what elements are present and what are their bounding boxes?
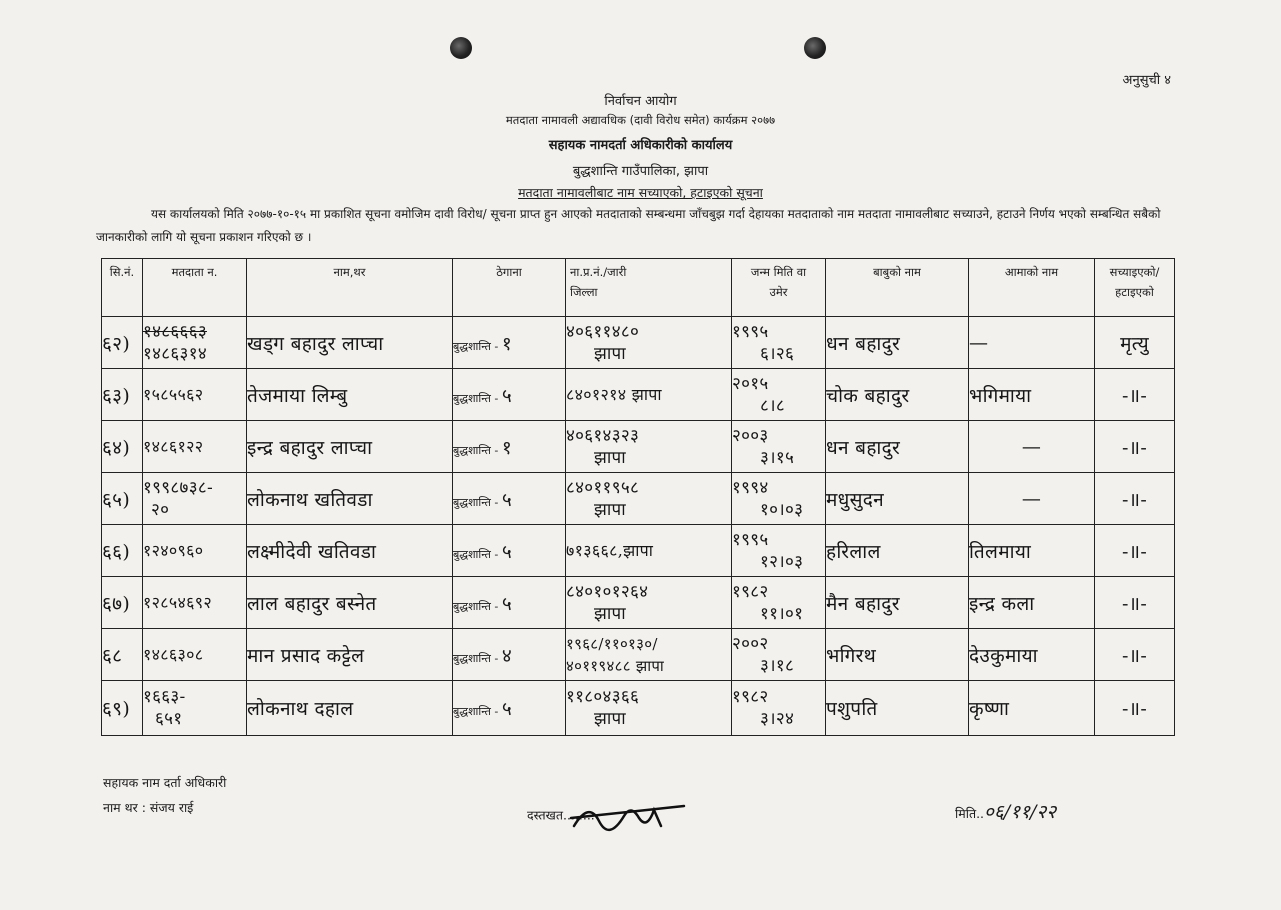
punch-hole-right [804, 37, 826, 59]
header-citizenship-1: ना.प्र.नं./जारी [570, 265, 627, 279]
dob-year: १९९५ [732, 529, 769, 550]
cell-father: पशुपति [826, 681, 969, 736]
dob-date: १०।०३ [760, 499, 804, 520]
cell-address [453, 473, 566, 525]
cell-citizenship [566, 681, 732, 736]
cell-mother: देउकुमाया [969, 629, 1095, 681]
voter-no-continued: २० [151, 499, 170, 520]
cell-name: लाल बहादुर बस्नेत [247, 577, 453, 629]
citizenship-district: झापा [594, 343, 626, 364]
cell-dob [732, 421, 826, 473]
cell-name: तेजमाया लिम्बु [247, 369, 453, 421]
cell-dob [732, 577, 826, 629]
cell-voter-no: १४८६१२२ [143, 421, 247, 473]
header-action-1: सच्याइएको/ [1109, 265, 1160, 279]
cell-citizenship [566, 577, 732, 629]
address-ward: ५ [501, 698, 512, 720]
citizenship-district: ४०११९४८८ झापा [566, 656, 665, 675]
cell-name: इन्द्र बहादुर लाप्चा [247, 421, 453, 473]
table-row [102, 577, 1175, 629]
header-program: मतदाता नामावली अद्यावधिक (दावी विरोध समेत) कार्यक्रम २०७७ [505, 113, 776, 127]
annex-label: अनुसुची ४ [1122, 73, 1171, 88]
header-municipality: बुद्धशान्ति गाउँपालिका, झापा [572, 164, 709, 179]
cell-name: लोकनाथ खतिवडा [247, 473, 453, 525]
header-office: सहायक नामदर्ता अधिकारीको कार्यालय [548, 138, 733, 153]
header-voter-no: मतदाता न. [143, 259, 247, 317]
address-prefix: बुद्धशान्ति - [453, 495, 499, 509]
cell-mother: तिलमाया [969, 525, 1095, 577]
cell-father: धन बहादुर [826, 421, 969, 473]
dob-date: ८।८ [760, 395, 786, 416]
cell-voter-no: १२८५४६९२ [143, 577, 247, 629]
citizenship-no: ८४०११९५८ [566, 477, 640, 498]
address-ward: ५ [501, 384, 512, 407]
citizenship-district: झापा [594, 499, 626, 520]
cell-dob [732, 473, 826, 525]
table-row [102, 525, 1175, 577]
cell-address [453, 577, 566, 629]
address-prefix: बुद्धशान्ति - [453, 599, 499, 613]
cell-voter-no [143, 317, 247, 369]
voter-no-value: १९९८७३८- [143, 477, 214, 498]
dob-year: २००२ [732, 633, 769, 654]
cell-citizenship: ८४०१२१४ झापा [566, 369, 732, 421]
cell-mother: भगिमाया [969, 369, 1095, 421]
cell-action: मृत्यु [1095, 317, 1175, 369]
cell-name: मान प्रसाद कट्टेल [247, 629, 453, 681]
cell-action: -॥- [1095, 473, 1175, 525]
address-ward: ४ [501, 644, 512, 667]
header-dob [732, 259, 826, 317]
cell-sn: ६४) [102, 421, 143, 473]
cell-voter-no [143, 473, 247, 525]
officer-title: सहायक नाम दर्ता अधिकारी [103, 775, 227, 790]
cell-mother: इन्द्र कला [969, 577, 1095, 629]
header-mother: आमाको नाम [969, 259, 1095, 317]
header-address: ठेगाना [453, 259, 566, 317]
dob-date: ११।०१ [760, 603, 804, 624]
cell-dob [732, 525, 826, 577]
dob-date: ३।१५ [760, 447, 795, 468]
date-label: मिति [955, 806, 977, 821]
cell-citizenship: ७१३६६८,झापा [566, 525, 732, 577]
cell-sn: ६७) [102, 577, 143, 629]
address-prefix: बुद्धशान्ति - [453, 705, 499, 718]
dob-year: १९९५ [732, 321, 769, 342]
cell-sn: ६३) [102, 369, 143, 421]
cell-sn: ६९) [102, 681, 143, 736]
table-row [102, 369, 1175, 421]
dob-date: ३।१८ [760, 655, 795, 676]
voter-no-value: १६६३- [143, 687, 186, 707]
cell-father: मैन बहादुर [826, 577, 969, 629]
address-prefix: बुद्धशान्ति - [453, 547, 499, 561]
cell-citizenship [566, 473, 732, 525]
citizenship-no: १९६८/११०१३०/ [566, 634, 658, 653]
address-ward: ५ [501, 540, 512, 563]
header-citizenship [566, 259, 732, 317]
voter-no-continued: ६५१ [155, 709, 183, 729]
cell-sn: ६२) [102, 317, 143, 369]
dob-date: ६।२६ [760, 343, 795, 364]
voter-correction-table [101, 258, 1175, 736]
address-ward: ५ [501, 592, 512, 615]
header-sn: सि.नं. [102, 259, 143, 317]
cell-voter-no: १४८६३०८ [143, 629, 247, 681]
dob-year: २०१५ [732, 373, 769, 394]
header-action-2: हटाइएको [1115, 285, 1154, 299]
cell-name: लक्ष्मीदेवी खतिवडा [247, 525, 453, 577]
cell-address [453, 317, 566, 369]
header-dob-1: जन्म मिति वा [750, 265, 807, 279]
address-ward: ५ [501, 488, 512, 511]
dob-date: १२।०३ [760, 551, 804, 572]
cell-mother: कृष्णा [969, 681, 1095, 736]
cell-sn: ६८ [102, 629, 143, 681]
notice-title: मतदाता नामावलीबाट नाम सच्याएको, हटाइएको सूचना [518, 185, 763, 200]
dob-year: १९८२ [732, 687, 769, 707]
citizenship-no: ४०६१४३२३ [566, 425, 640, 446]
cell-dob [732, 369, 826, 421]
cell-action: -॥- [1095, 681, 1175, 736]
dob-year: १९९४ [732, 477, 769, 498]
dob-date: ३।२४ [760, 709, 795, 729]
address-prefix: बुद्धशान्ति - [453, 391, 499, 405]
intro-paragraph: यस कार्यालयको मिति २०७७-१०-१५ मा प्रकाशित सूचना वमोजिम दावी विरोध/ सूचना प्राप्त हुन आएको मतदाताको सम्बन्धमा जाँचबुझ गर्दा देहायका मतदाताको नाम मतदाता नामावलीबाट सच्याउने, हटाउने निर्णय भएको सम्बन्धित सबैको जानकारीको लागि यो सूचना प्रकाशन गरिएको छ । [96, 207, 1161, 244]
date-block: मिति..०६/११/२२ [955, 801, 1057, 823]
table-row [102, 317, 1175, 369]
cell-dob [732, 681, 826, 736]
header-action [1095, 259, 1175, 317]
cell-address [453, 681, 566, 736]
header-father: बाबुको नाम [826, 259, 969, 317]
signature-block: दस्तखत........ [527, 796, 689, 836]
header-commission: निर्वाचन आयोग [604, 94, 677, 109]
cell-address [453, 421, 566, 473]
cell-mother: — [969, 473, 1095, 525]
punch-hole-left [450, 37, 472, 59]
address-prefix: बुद्धशान्ति - [453, 339, 499, 353]
cell-dob [732, 317, 826, 369]
date-value: ०६/११/२२ [984, 801, 1057, 823]
address-prefix: बुद्धशान्ति - [453, 651, 499, 665]
officer-block [103, 770, 226, 820]
citizenship-district: झापा [594, 603, 626, 624]
cell-address [453, 629, 566, 681]
dob-year: २००३ [732, 425, 769, 446]
header-dob-2: उमेर [769, 285, 788, 299]
cell-father: चोक बहादुर [826, 369, 969, 421]
cell-mother: — [969, 317, 1095, 369]
cell-voter-no: १२४०९६० [143, 525, 247, 577]
cell-sn: ६५) [102, 473, 143, 525]
cell-sn: ६६) [102, 525, 143, 577]
header-citizenship-2: जिल्ला [570, 285, 598, 299]
cell-name: लोकनाथ दहाल [247, 681, 453, 736]
dob-year: १९८२ [732, 581, 769, 602]
cell-father: मधुसुदन [826, 473, 969, 525]
cell-voter-no: १५८५५६२ [143, 369, 247, 421]
citizenship-district: झापा [594, 447, 626, 468]
table-row [102, 681, 1175, 736]
citizenship-district: झापा [594, 709, 626, 729]
cell-action: -॥- [1095, 421, 1175, 473]
voter-no-value: १४८६३१४ [143, 343, 207, 364]
table-header-row [102, 259, 1175, 317]
cell-mother: — [969, 421, 1095, 473]
header-name: नाम,थर [247, 259, 453, 317]
cell-father: भगिरथ [826, 629, 969, 681]
cell-action: -॥- [1095, 525, 1175, 577]
cell-father: हरिलाल [826, 525, 969, 577]
cell-voter-no [143, 681, 247, 736]
handwritten-signature [569, 796, 689, 836]
cell-citizenship [566, 421, 732, 473]
cell-action: -॥- [1095, 629, 1175, 681]
table-row [102, 629, 1175, 681]
cell-father: धन बहादुर [826, 317, 969, 369]
cell-dob [732, 629, 826, 681]
signature-label: दस्तखत [527, 807, 563, 823]
officer-name: नाम थर : संजय राई [103, 800, 194, 815]
cell-action: -॥- [1095, 369, 1175, 421]
cell-action: -॥- [1095, 577, 1175, 629]
cell-citizenship [566, 629, 732, 681]
address-ward: १ [501, 332, 512, 355]
citizenship-no: ४०६११४८० [566, 321, 640, 342]
citizenship-no: ८४०१०१२६४ [566, 581, 649, 602]
voter-no-struck: १४८६६६३ [143, 321, 207, 342]
cell-address [453, 525, 566, 577]
table-row [102, 473, 1175, 525]
citizenship-no: ११८०४३६६ [566, 687, 640, 707]
cell-address [453, 369, 566, 421]
table-row [102, 421, 1175, 473]
address-ward: १ [501, 436, 512, 459]
cell-citizenship [566, 317, 732, 369]
address-prefix: बुद्धशान्ति - [453, 443, 499, 457]
cell-name: खड्ग बहादुर लाप्चा [247, 317, 453, 369]
